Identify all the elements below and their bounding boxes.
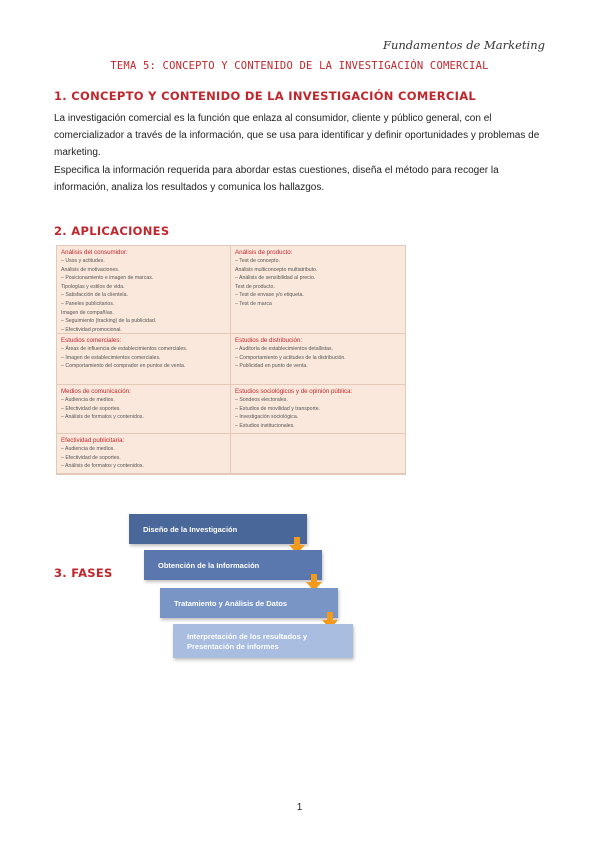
applications-cell [57, 385, 231, 434]
applications-cell-item: – Análisis de formatos y contenidos. [61, 414, 144, 421]
page-number: 1 [296, 802, 303, 813]
applications-cell [231, 434, 405, 474]
applications-cell [231, 246, 405, 334]
applications-cell-item: – Test de marca [235, 300, 272, 307]
applications-cell-item: – Test de concepto. [235, 258, 280, 264]
document-title: TEMA 5: CONCEPTO Y CONTENIDO DE LA INVESTIGACIÓN COMERCIAL [110, 60, 489, 72]
section-heading-phases: 3. FASES [54, 566, 113, 580]
applications-cell-item: Imagen de compañías. [61, 309, 114, 316]
applications-cell-item: – Auditoría de establecimientos detallistas. [235, 346, 334, 352]
applications-cell-item: – Satisfacción de la clientela. [61, 292, 128, 299]
applications-cell [57, 334, 231, 385]
applications-cell-item: – Estudios institucionales. [235, 422, 295, 429]
phase-obtain-info: Obtención de la Información [144, 550, 322, 580]
applications-cell-item: – Efectividad de soportes. [61, 405, 121, 412]
applications-cell-item: – Audiencia de medios. [61, 446, 115, 452]
applications-cell-title: Análisis del consumidor: [61, 249, 128, 256]
applications-cell-item: – Usos y actitudes. [61, 258, 105, 264]
applications-cell-item: – Comportamiento del comprador en puntos de venta. [61, 363, 186, 370]
applications-cell-item: – Análisis de sensibilidad al precio. [235, 275, 316, 282]
applications-cell-title: Medios de comunicación: [61, 388, 131, 395]
applications-cell-title: Estudios de distribución: [235, 337, 303, 344]
applications-cell-item: – Posicionamiento e imagen de marcas. [61, 275, 154, 282]
applications-cell-item: – Áreas de influencia de establecimientos comerciales. [61, 346, 188, 352]
applications-cell-item: Análisis de motivaciones. [61, 266, 120, 273]
applications-cell-title: Estudios comerciales: [61, 337, 122, 344]
applications-cell-title: Estudios sociológicos y de opinión pública: [235, 388, 353, 395]
applications-cell-item: – Comportamiento y actitudes de la distribución. [235, 354, 346, 361]
applications-cell-item: – Imagen de establecimientos comerciales. [61, 354, 161, 361]
applications-cell [231, 334, 405, 385]
applications-cell-item: – Test de envase y/o etiqueta. [235, 292, 304, 299]
phase-analysis: Tratamiento y Análisis de Datos [160, 588, 338, 618]
header-brand: Fundamentos de Marketing [382, 38, 545, 52]
section-heading-applications: 2. APLICACIONES [54, 224, 170, 238]
applications-cell-item: – Investigación sociológica. [235, 414, 299, 421]
applications-cell-item: – Efectividad de soportes. [61, 454, 121, 461]
applications-cell [57, 246, 231, 334]
section-heading-concept: 1. CONCEPTO Y CONTENIDO DE LA INVESTIGACIÓN COMERCIAL [54, 89, 477, 103]
applications-cell-item: – Publicidad en punto de venta. [235, 363, 308, 370]
phase-design: Diseño de la Investigación [129, 514, 307, 544]
applications-cell-item: Test de producto. [235, 283, 275, 290]
paragraph-scope: Especifica la información requerida para abordar estas cuestiones, diseña el método para recoger la información, analiza los resultados y comunica los hallazgos. [54, 165, 499, 193]
applications-cell [231, 385, 405, 434]
applications-cell-title: Efectividad publicitaria: [61, 437, 125, 444]
applications-cell-item: – Seguimiento (tracking) de la publicidad. [61, 318, 157, 325]
applications-table [56, 245, 406, 475]
applications-cell-item: – Sondeos electorales. [235, 397, 288, 403]
applications-cell-item: Tipologías y estilos de vida. [61, 283, 125, 290]
applications-cell [57, 434, 231, 474]
applications-cell-item: – Paneles publicitarios. [61, 300, 115, 307]
applications-cell-item: – Efectividad promocional. [61, 326, 122, 333]
phase-interpretation: Interpretación de los resultados y Presentación de informes [173, 624, 353, 658]
applications-cell-title: Análisis de producto: [235, 249, 293, 256]
applications-cell-item: – Análisis de formatos y contenidos. [61, 463, 144, 470]
applications-cell-item: – Audiencia de medios. [61, 397, 115, 403]
applications-cell-item: Análisis multiconcepto multiatributo. [235, 266, 318, 273]
paragraph-definition: La investigación comercial es la función que enlaza al consumidor, cliente y público general, con el comercializador a través de la información, que se usa para identificar y definir oportunidades y problemas de marketing. [54, 113, 540, 158]
applications-cell-item: – Estudios de movilidad y transporte. [235, 405, 321, 412]
